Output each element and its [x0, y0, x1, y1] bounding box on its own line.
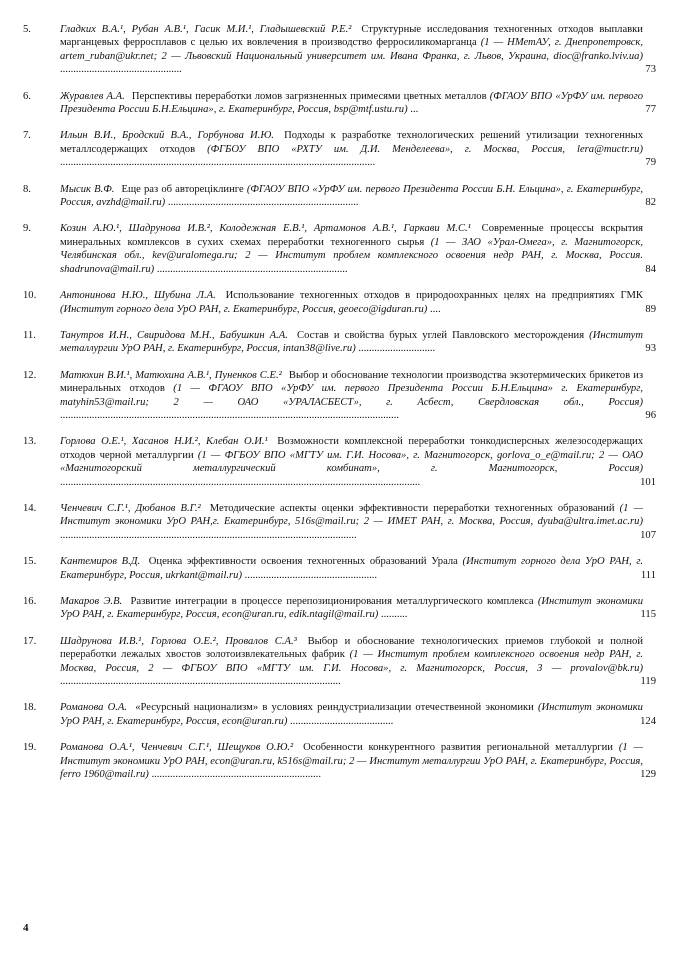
entry-text — [60, 222, 643, 276]
entry-affiliation: (Институт металлургии УрО РАН, г. Екатеринбург, Россия, intan38@live.ru) — [60, 329, 643, 355]
entry-title: Методические аспекты оценки эффективности переработки техногенных образований — [209, 502, 615, 514]
entry-title: Развитие интеграции в процессе перепозиционирования металлургического комплекса — [130, 596, 534, 607]
dot-leader: ........................................................................................................................................ — [60, 476, 421, 488]
entry-affiliation: (ФГБОУ ВПО «РХТУ им. Д.И. Менделеева», г. Москва, Россия, lera@muctr.ru) — [207, 143, 643, 155]
entry-page-number: 96 — [645, 409, 656, 421]
toc-entry — [0, 738, 679, 781]
entry-text — [60, 329, 643, 356]
entry-text — [60, 183, 643, 210]
entry-page-number: 79 — [645, 157, 656, 169]
entry-authors: Романова О.А.¹, Ченчевич С.Г.¹, Шещуков О.Ю.² — [60, 742, 294, 754]
entry-number: 9. — [23, 223, 31, 235]
toc-entry — [0, 366, 679, 423]
entry-page-number: 107 — [640, 529, 656, 541]
entry-affiliation: (1 — ЗАО «Урал-Омега», г. Магнитогорск, Челябинская обл., kev@uralomega.ru; 2 — Институт проблем комплексного освоения недр РАН, г. Москва, Россия. shadrunova@mail.ru) — [60, 236, 643, 275]
entry-number: 8. — [23, 183, 31, 195]
dot-leader: ........................................................................ — [167, 197, 359, 209]
toc-entry — [0, 499, 679, 542]
dot-leader: ............................. — [358, 343, 436, 355]
toc-entry — [0, 180, 679, 210]
dot-leader: ................................................................ — [151, 769, 321, 781]
dot-leader: ....................................................................................................................... — [60, 157, 376, 169]
entry-number: 17. — [23, 635, 37, 647]
entry-text — [60, 635, 643, 689]
entry-text — [60, 369, 643, 423]
entry-text — [60, 90, 643, 117]
entry-title: Выбор и обоснование технологии производства экзотермических брикетов из минеральных отходов — [60, 369, 643, 395]
entry-number: 11. — [23, 329, 36, 341]
toc-entry — [0, 286, 679, 316]
toc-entry — [0, 552, 679, 582]
entry-page-number: 82 — [645, 197, 656, 209]
entry-number: 14. — [23, 502, 37, 514]
dot-leader: .................................................. — [244, 569, 378, 581]
entry-title: Еще раз об автореціклинге — [121, 183, 244, 195]
entry-title: Современные процессы вскрытия минеральных комплексов в сухих схемах переработки техногенного сырья — [60, 223, 643, 248]
entry-number: 13. — [23, 436, 37, 448]
entry-page-number: 77 — [645, 104, 656, 116]
page-number: 4 — [23, 922, 29, 934]
entry-authors: Антонинова Н.Ю., Шубина Л.А. — [60, 290, 216, 302]
entry-title: Структурные исследования техногенных отходов выплавки марганцевых ферросплавов с целью их вовлечения в производство ферросиликомарганца — [60, 24, 643, 49]
entry-page-number: 101 — [640, 476, 656, 488]
entry-authors: Танутров И.Н., Свиридова М.Н., Бабушкин А.А. — [60, 329, 288, 341]
dot-leader: ................................................................................................................................ — [60, 409, 399, 421]
dot-leader: .............................................. — [60, 64, 182, 76]
entry-authors: Горлова О.Е.¹, Хасанов Н.И.², Клебан О.И.¹ — [60, 436, 268, 448]
entry-text — [60, 289, 643, 316]
entry-affiliation: (ФГАОУ ВПО «УрФУ им. первого Президента России Б.Н.Ельцина», г. Екатеринбург, Россия, bsp@mtf.ustu.ru) — [60, 90, 644, 116]
entry-affiliation: (1 — ФГАОУ ВПО «УрФУ им. первого Президента России Б.Н.Ельцина» г. Екатеринбург, matyhin53@mail.ru; 2 — ОАО «УРАЛАСБЕСТ», г. Асбест, Свердловская обл., Россия) — [60, 383, 643, 408]
dot-leader: .... — [430, 303, 441, 315]
entry-text — [60, 502, 643, 542]
entry-number: 10. — [23, 290, 37, 302]
entry-affiliation: (1 — Институт экономики УрО РАН,г. Екатеринбург, 516s@mail.ru; 2 — ИМЕТ РАН, г. Москва, Россия, dyuba@ultra.imet.ac.ru) — [60, 502, 643, 528]
entry-authors: Гладких В.А.¹, Рубан А.В.¹, Гасик М.И.¹, Гладышевский Р.Е.² — [60, 24, 352, 35]
entry-title: Подходы к разработке технологических решений утилизации техногенных металлсодержащих отходов — [60, 130, 644, 155]
entry-text — [60, 595, 643, 622]
entry-title: Выбор и обоснование технологических приемов глубокой и полной переработки лежалых хвостов золотоизвлекательных фабрик — [60, 635, 643, 661]
toc-entry — [0, 698, 679, 728]
entry-number: 12. — [23, 369, 37, 381]
entry-authors: Романова О.А. — [60, 702, 128, 714]
dot-leader: ... — [410, 104, 419, 116]
entry-authors: Ченчевич С.Г.¹, Дюбанов В.Г.² — [60, 502, 201, 514]
dot-leader: .......... — [380, 609, 408, 621]
entry-authors: Кантемиров В.Д. — [60, 556, 141, 568]
toc-entry — [0, 87, 679, 117]
entry-page-number: 111 — [640, 569, 656, 581]
entry-title: Состав и свойства бурых углей Павловского месторождения — [297, 329, 585, 341]
entry-authors: Макаров Э.В. — [60, 596, 123, 607]
entry-affiliation: (ФГАОУ ВПО «УрФУ им. первого Президента России Б.Н. Ельцина», г. Екатеринбург, Россия, avzhd@mail.ru) — [60, 183, 643, 209]
entry-page-number: 124 — [640, 715, 656, 727]
entry-page-number: 84 — [645, 263, 656, 275]
toc-entry — [0, 20, 679, 77]
entry-page-number: 115 — [640, 609, 656, 621]
entry-authors: Журавлев А.А. — [60, 90, 125, 102]
entry-authors: Шадрунова И.В.¹, Горлова О.Е.², Провалов С.А.³ — [60, 635, 297, 647]
dot-leader: .......................................................................................................... — [60, 676, 341, 688]
entry-title: Особенности конкурентного развития региональной металлургии — [303, 742, 613, 754]
entry-title: Оценка эффективности освоения техногенных образований Урала — [148, 556, 458, 568]
dot-leader: ....................................... — [290, 715, 394, 727]
entry-number: 16. — [23, 596, 37, 607]
toc-entry — [0, 219, 679, 276]
entry-text — [60, 129, 643, 169]
entry-authors: Козин А.Ю.¹, Шадрунова И.В.², Колодежная Е.В.¹, Артамонов А.В.¹, Гаркави М.С.¹ — [60, 223, 471, 235]
dot-leader: ................................................................................................................ — [60, 529, 357, 541]
entry-affiliation: (Институт горного дела УрО РАН, г. Екатеринбург, Россия, ukrkant@mail.ru) — [60, 556, 643, 581]
entry-number: 19. — [23, 742, 37, 754]
entry-number: 5. — [23, 24, 31, 35]
entry-text — [60, 435, 643, 489]
toc-entry — [0, 592, 679, 622]
table-of-contents — [0, 20, 679, 791]
entry-page-number: 129 — [640, 769, 656, 781]
entry-number: 7. — [23, 130, 31, 142]
entry-title: Возможности комплексной переработки тонкодисперсных железосодержащих отходов черной металлургии — [60, 436, 644, 461]
entry-affiliation: (1 — НМетАУ, г. Днепропетровск, artem_ruban@ukr.net; 2 — Львовский Национальный университет им. Ивана Франка, г. Львов, Украина, dioc@franko.lviv.ua) — [60, 37, 644, 62]
entry-number: 15. — [23, 556, 37, 568]
entry-page-number: 73 — [645, 64, 656, 76]
toc-entry — [0, 326, 679, 356]
entry-affiliation: (Институт экономики УрО РАН, г. Екатеринбург, Россия, econ@uran.ru) — [60, 702, 643, 727]
entry-number: 18. — [23, 702, 37, 714]
entry-title: «Ресурсный национализм» в условиях реиндустриализации отечественной экономики — [135, 702, 534, 714]
toc-entry — [0, 126, 679, 169]
entry-page-number: 119 — [640, 676, 656, 688]
entry-number: 6. — [23, 90, 31, 102]
entry-affiliation: (Институт горного дела УрО РАН, г. Екатеринбург, Россия, geoeco@igduran.ru) — [60, 303, 428, 315]
entry-title: Перспективы переработки ломов загрязненных примесями цветных металлов — [131, 90, 487, 102]
entry-text — [60, 741, 643, 781]
toc-entry — [0, 632, 679, 689]
entry-affiliation: (Институт экономики УрО РАН, г. Екатеринбург, Россия, econ@uran.ru, edik.ntagil@mail.ru) — [60, 596, 643, 621]
entry-authors: Ильин В.И., Бродский В.А., Горбунова И.Ю. — [60, 130, 274, 142]
entry-authors: Матюхин В.И.¹, Матюхина А.В.¹, Пуненков С.Е.² — [60, 369, 282, 381]
entry-page-number: 93 — [645, 343, 656, 355]
entry-affiliation: (1 — Институт экономики УрО РАН, econ@uran.ru, k516s@mail.ru; 2 — Институт металлургии УрО РАН, г. Екатеринбург, Россия, ferro 1960@mail.ru) — [60, 742, 643, 781]
entry-text — [60, 23, 643, 77]
toc-entry — [0, 432, 679, 489]
entry-text — [60, 701, 643, 728]
entry-page-number: 89 — [645, 303, 656, 315]
entry-affiliation: (1 — ФГБОУ ВПО «МГТУ им. Г.И. Носова», г. Магнитогорск, gorlova_o_e@mail.ru; 2 — ОАО «Магнитогорский металлургический комбинат», г. Магнитогорск, Россия) — [60, 449, 643, 475]
entry-text — [60, 555, 643, 582]
entry-authors: Мысик В.Ф. — [60, 183, 115, 195]
entry-title: Использование техногенных отходов в природоохранных целях на предприятиях ГМК — [225, 290, 643, 302]
dot-leader: ........................................................................ — [156, 263, 348, 275]
entry-affiliation: (1 — Институт проблем комплексного освоения недр РАН, г. Москва, Россия, 2 — ФГБОУ ВПО «МГТУ им. Г.И. Носова», г. Магнитогорск, Россия, 3 — provalov@bk.ru) — [60, 649, 643, 674]
